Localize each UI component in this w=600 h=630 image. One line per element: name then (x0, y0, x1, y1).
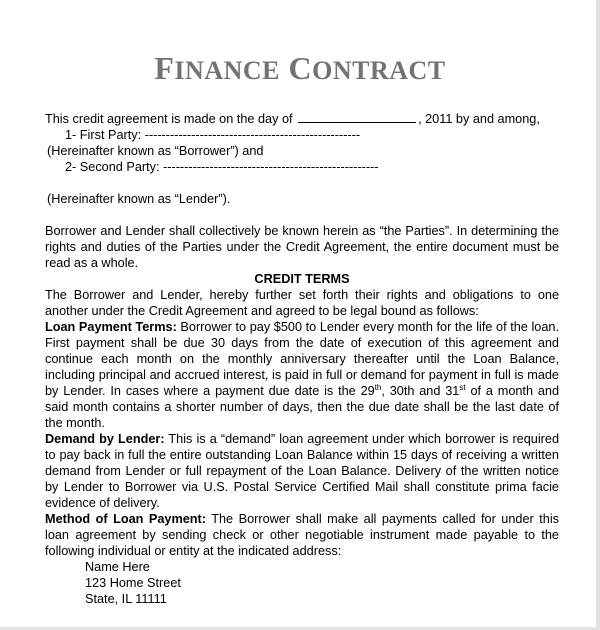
borrower-note: (Hereinafter known as “Borrower”) and (47, 144, 264, 158)
address-street: 123 Home Street (85, 576, 181, 590)
demand-by-lender: Demand by Lender: This is a “demand” loan agreement under which borrower is required to pay back in full the entire outstanding Loan Balance within 15 days of receiving a written demand from Lender or full repayment of the Loan Balance. Delivery of the written notice by Lender to Borrower via U.S. Postal Service Certified Mail shall constitute prima facie evidence of delivery. (45, 432, 560, 510)
address-name: Name Here (85, 560, 150, 574)
page-right-edge (596, 0, 600, 630)
document-title: FINANCE CONTRACT (154, 50, 446, 86)
agreement-date-line: This credit agreement is made on the day of , 2011 by and among, (45, 112, 540, 126)
method-of-loan-payment: Method of Loan Payment: The Borrower shall make all payments called for under this loan agreement by sending check or other negotiable instrument made payable to the following individual or entity at the indicated address: (45, 512, 559, 558)
first-party-line: 1- First Party: --------------------------------------------------- (65, 128, 361, 142)
second-party-line: 2- Second Party: --------------------------------------------------- (65, 160, 379, 174)
credit-terms-heading: CREDIT TERMS (254, 272, 350, 286)
date-blank-field[interactable] (298, 111, 416, 123)
credit-terms-intro: The Borrower and Lender, hereby further set forth their rights and obligations to one another under the Credit Agreement and agreed to be legal bound as follows: (45, 288, 559, 318)
lender-note: (Hereinafter known as “Lender”). (47, 192, 231, 206)
address-city-state-zip: State, IL 11111 (85, 592, 167, 606)
parties-paragraph: Borrower and Lender shall collectively be known herein as “the Parties”. In determining the rights and duties of the Parties under the Credit Agreement, the entire document must be read as a whole. (45, 224, 559, 270)
document-body (45, 111, 559, 607)
loan-payment-terms: Loan Payment Terms: Borrower to pay $500 to Lender every month for the life of the loan. First payment shall be due 30 days from the date of execution of this agreement and continue each month on the monthly anniversary thereafter until the Loan Balance, including principal and accrued interest, is paid in full or demand for payment in full is made by Lender. In cases where a payment due date is the 29th, 30th and 31st of a month and said month contains a shorter number of days, then the due date shall be the last date of the month. (45, 320, 560, 430)
